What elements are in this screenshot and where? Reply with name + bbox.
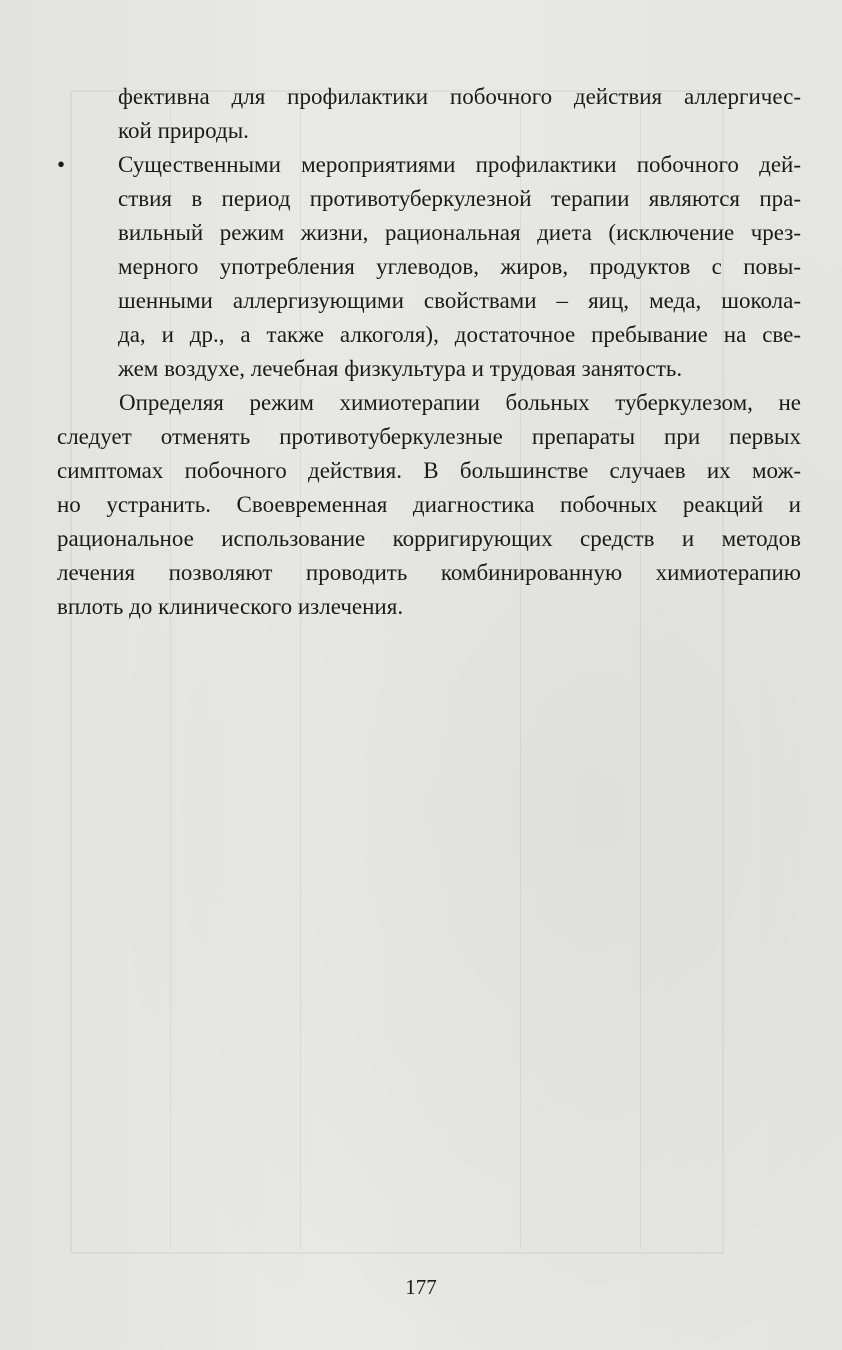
text-line: следует отменять противотуберкулезные препараты при первых [57,424,801,449]
text-line: симптомах побочного действия. В большинстве случаев их мож- [57,458,801,483]
page-number: 177 [405,1275,437,1299]
text-line: кой природы. [118,118,249,143]
text-line: но устранить. Своевременная диагностика побочных реакций и [57,492,801,517]
bullet-list-item [57,148,801,386]
text-line: вплоть до клинического излечения. [57,594,404,619]
text-line: ствия в период противотуберкулезной терапии являются пра- [118,186,801,211]
text-line: Определяя режим химиотерапии больных туберкулезом, не [119,390,801,415]
text-line: фективна для профилактики побочного действия аллергичес- [118,84,801,109]
text-line: рациональное использование корригирующих средств и методов [57,526,801,551]
text-line: мерного употребления углеводов, жиров, продуктов с повы- [118,254,801,279]
main-paragraph [57,386,801,624]
text-line: жем воздухе, лечебная физкультура и трудовая занятость. [118,356,683,381]
paragraph-continuation [57,80,801,148]
text-line: да, и др., а также алкоголя), достаточное пребывание на све- [118,322,801,347]
text-line: шенными аллергизующими свойствами – яиц, меда, шокола- [118,288,801,313]
bullet-marker: • [57,152,66,177]
body-text [57,80,801,624]
text-line: лечения позволяют проводить комбинированную химиотерапию [57,560,801,585]
text-line: вильный режим жизни, рациональная диета (исключение чрез- [118,220,801,245]
text-line: Существенными мероприятиями профилактики побочного дей- [118,152,801,177]
